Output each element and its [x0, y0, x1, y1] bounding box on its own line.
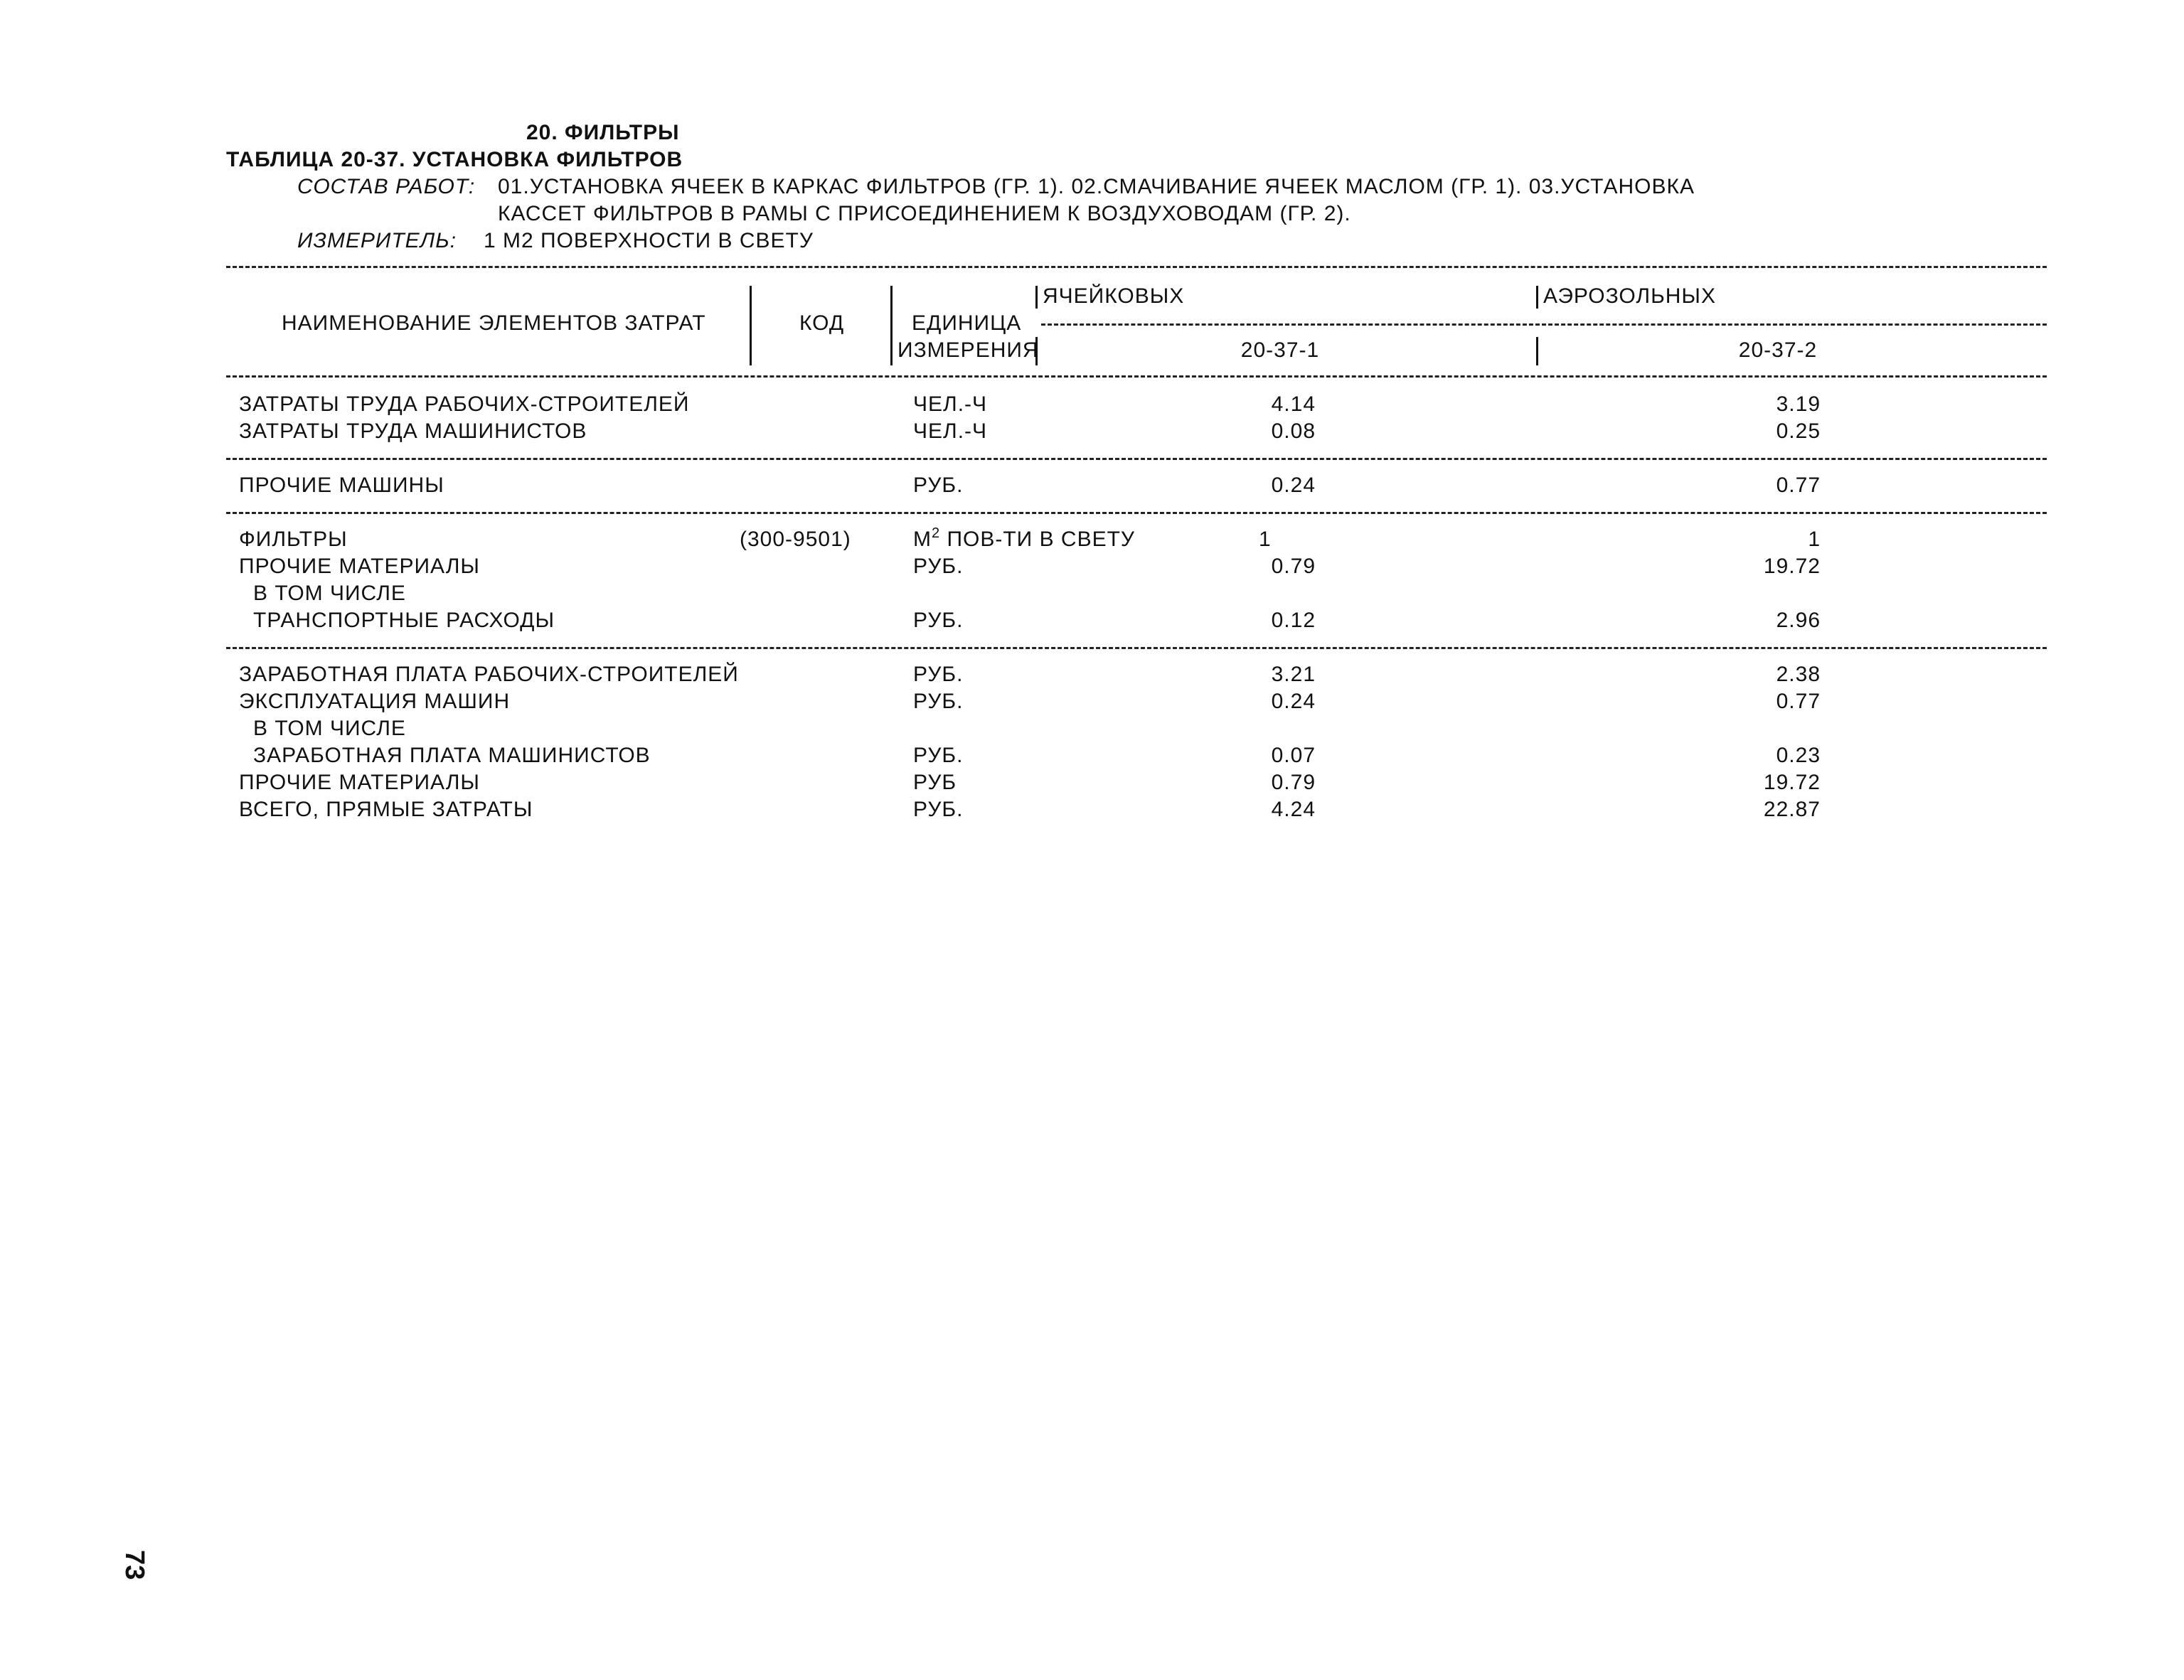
row-value-col1: 4.24 — [1271, 798, 1316, 821]
meter-value: 1 М2 ПОВЕРХНОСТИ В СВЕТУ — [484, 229, 814, 252]
row-value-col2: 19.72 — [1763, 771, 1821, 794]
row-value-col1: 0.79 — [1271, 771, 1316, 794]
row-value-col2: 2.96 — [1776, 609, 1821, 632]
row-unit: РУБ. — [913, 609, 964, 632]
row-name: ПРОЧИЕ МАТЕРИАЛЫ — [239, 771, 480, 794]
row-value-col1: 0.12 — [1271, 609, 1316, 632]
row-name: ПРОЧИЕ МАТЕРИАЛЫ — [239, 555, 480, 578]
row-name: ТРАНСПОРТНЫЕ РАСХОДЫ — [253, 609, 555, 632]
rule-header-bottom — [226, 375, 2047, 378]
header-unit-line2: ИЗМЕРЕНИЯ — [897, 338, 1039, 362]
header-group2: АЭРОЗОЛЬНЫХ — [1543, 284, 1716, 308]
row-unit: РУБ. — [913, 690, 964, 713]
header-code: КОД — [799, 311, 845, 335]
header-unit-line1: ЕДИНИЦА — [912, 311, 1022, 335]
rule-section — [226, 647, 2047, 649]
row-value-col2: 22.87 — [1763, 798, 1821, 821]
row-value-col1: 0.07 — [1271, 744, 1316, 767]
header-name: НАИМЕНОВАНИЕ ЭЛЕМЕНТОВ ЗАТРАТ — [282, 311, 706, 335]
work-composition-line1: 01.УСТАНОВКА ЯЧЕЕК В КАРКАС ФИЛЬТРОВ (ГР. 1). 02.СМАЧИВАНИЕ ЯЧЕЕК МАСЛОМ (ГР. 1). 03.УСТАНОВКА — [498, 175, 1695, 198]
row-unit: ЧЕЛ.-Ч — [913, 419, 988, 443]
row-value-col2: 3.19 — [1776, 392, 1821, 416]
row-code: (300-9501) — [740, 528, 851, 551]
row-value-col2: 0.77 — [1776, 690, 1821, 713]
row-value-col2: 0.77 — [1776, 473, 1821, 497]
header-divider — [1536, 337, 1538, 365]
row-name: ЗАРАБОТНАЯ ПЛАТА РАБОЧИХ-СТРОИТЕЛЕЙ — [239, 663, 739, 686]
row-name: ЗАТРАТЫ ТРУДА РАБОЧИХ-СТРОИТЕЛЕЙ — [239, 392, 690, 416]
unit-rest: ПОВ-ТИ В СВЕТУ — [940, 528, 1135, 551]
row-value-col1: 4.14 — [1271, 392, 1316, 416]
row-unit: РУБ. — [913, 473, 964, 497]
row-unit: РУБ — [913, 771, 957, 794]
unit-superscript: 2 — [932, 525, 941, 541]
header-col2: 20-37-2 — [1738, 338, 1818, 362]
row-name: ЗАТРАТЫ ТРУДА МАШИНИСТОВ — [239, 419, 587, 443]
meter-label: ИЗМЕРИТЕЛЬ: — [297, 229, 457, 252]
work-composition-label: СОСТАВ РАБОТ: — [297, 175, 476, 198]
header-divider — [1536, 286, 1538, 309]
row-value-col1: 1 — [1259, 528, 1272, 551]
header-group1: ЯЧЕЙКОВЫХ — [1043, 284, 1185, 308]
row-value-col1: 0.24 — [1271, 690, 1316, 713]
row-unit: РУБ. — [913, 555, 964, 578]
work-composition-line2: КАССЕТ ФИЛЬТРОВ В РАМЫ С ПРИСОЕДИНЕНИЕМ К ВОЗДУХОВОДАМ (ГР. 2). — [498, 202, 1351, 225]
rule-header-mid — [1041, 323, 2047, 326]
rule-section — [226, 458, 2047, 460]
section-title: 20. ФИЛЬТРЫ — [526, 121, 680, 144]
row-value-col2: 0.25 — [1776, 419, 1821, 443]
row-name: ФИЛЬТРЫ — [239, 528, 348, 551]
row-name: ЭКСПЛУАТАЦИЯ МАШИН — [239, 690, 511, 713]
row-value-col2: 1 — [1808, 528, 1821, 551]
row-unit: РУБ. — [913, 744, 964, 767]
row-value-col1: 0.24 — [1271, 473, 1316, 497]
header-col1: 20-37-1 — [1240, 338, 1320, 362]
row-name: ВСЕГО, ПРЯМЫЕ ЗАТРАТЫ — [239, 798, 533, 821]
header-divider — [1035, 286, 1038, 309]
table-title: ТАБЛИЦА 20-37. УСТАНОВКА ФИЛЬТРОВ — [226, 148, 683, 171]
rule-section — [226, 512, 2047, 514]
row-value-col1: 3.21 — [1271, 663, 1316, 686]
row-unit: ЧЕЛ.-Ч — [913, 392, 988, 416]
row-value-col2: 0.23 — [1776, 744, 1821, 767]
row-name: ЗАРАБОТНАЯ ПЛАТА МАШИНИСТОВ — [253, 744, 651, 767]
row-unit — [913, 525, 1135, 552]
row-name: В ТОМ ЧИСЛЕ — [253, 717, 406, 740]
page-number: 73 — [119, 1550, 149, 1580]
row-value-col2: 19.72 — [1763, 555, 1821, 578]
header-divider — [890, 286, 893, 365]
rule-top — [226, 266, 2047, 268]
row-unit: РУБ. — [913, 798, 964, 821]
row-value-col1: 0.79 — [1271, 555, 1316, 578]
row-name: В ТОМ ЧИСЛЕ — [253, 582, 406, 605]
row-value-col1: 0.08 — [1271, 419, 1316, 443]
row-value-col2: 2.38 — [1776, 663, 1821, 686]
header-divider — [750, 286, 752, 365]
unit-main: М — [913, 528, 932, 551]
row-name: ПРОЧИЕ МАШИНЫ — [239, 473, 444, 497]
row-unit: РУБ. — [913, 663, 964, 686]
